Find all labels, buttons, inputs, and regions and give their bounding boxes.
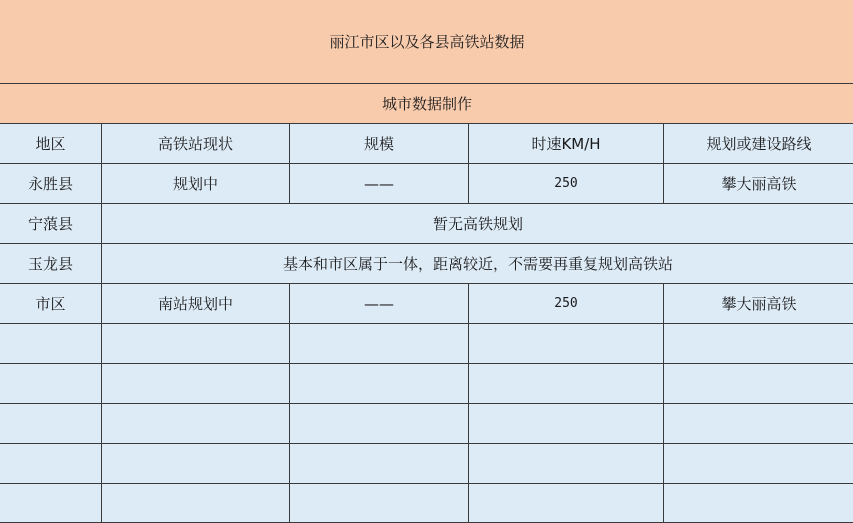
empty-cell[interactable]: [290, 364, 469, 404]
speed-cell[interactable]: 250: [469, 284, 664, 324]
empty-cell[interactable]: [664, 364, 853, 404]
empty-cell[interactable]: [102, 444, 290, 484]
sheet-subtitle[interactable]: 城市数据制作: [0, 84, 853, 124]
title-row: [0, 0, 853, 84]
empty-cell[interactable]: [469, 364, 664, 404]
empty-row: [0, 324, 853, 364]
empty-cell[interactable]: [0, 484, 102, 523]
sheet-title[interactable]: 丽江市区以及各县高铁站数据: [0, 0, 853, 84]
empty-cell[interactable]: [664, 324, 853, 364]
route-cell[interactable]: 攀大丽高铁: [664, 164, 853, 204]
empty-cell[interactable]: [469, 484, 664, 523]
empty-cell[interactable]: [469, 444, 664, 484]
empty-row: [0, 444, 853, 484]
empty-row: [0, 364, 853, 404]
empty-cell[interactable]: [664, 484, 853, 523]
empty-cell[interactable]: [102, 484, 290, 523]
empty-cell[interactable]: [0, 324, 102, 364]
region-cell[interactable]: 玉龙县: [0, 244, 102, 284]
empty-cell[interactable]: [469, 404, 664, 444]
empty-cell[interactable]: [290, 484, 469, 523]
note-cell[interactable]: 基本和市区属于一体，距离较近，不需要再重复规划高铁站: [102, 244, 853, 284]
header-cell-region[interactable]: 地区: [0, 124, 102, 164]
empty-row: [0, 404, 853, 444]
table-row: [0, 244, 853, 284]
empty-cell[interactable]: [290, 404, 469, 444]
header-row: [0, 124, 853, 164]
empty-cell[interactable]: [102, 324, 290, 364]
scale-cell[interactable]: ——: [290, 164, 469, 204]
speed-cell[interactable]: 250: [469, 164, 664, 204]
empty-row: [0, 484, 853, 523]
table-row: [0, 284, 853, 324]
status-cell[interactable]: 规划中: [102, 164, 290, 204]
header-cell-route[interactable]: 规划或建设路线: [664, 124, 853, 164]
empty-cell[interactable]: [0, 404, 102, 444]
table-row: [0, 204, 853, 244]
region-cell[interactable]: 永胜县: [0, 164, 102, 204]
empty-cell[interactable]: [0, 444, 102, 484]
scale-cell[interactable]: ——: [290, 284, 469, 324]
empty-cell[interactable]: [664, 404, 853, 444]
table-row: [0, 164, 853, 204]
subtitle-row: [0, 84, 853, 124]
note-cell[interactable]: 暂无高铁规划: [102, 204, 853, 244]
status-cell[interactable]: 南站规划中: [102, 284, 290, 324]
empty-cell[interactable]: [0, 364, 102, 404]
header-cell-speed[interactable]: 时速KM/H: [469, 124, 664, 164]
empty-cell[interactable]: [290, 324, 469, 364]
empty-cell[interactable]: [102, 364, 290, 404]
region-cell[interactable]: 市区: [0, 284, 102, 324]
route-cell[interactable]: 攀大丽高铁: [664, 284, 853, 324]
empty-cell[interactable]: [102, 404, 290, 444]
empty-cell[interactable]: [664, 444, 853, 484]
region-cell[interactable]: 宁蒗县: [0, 204, 102, 244]
header-cell-status[interactable]: 高铁站现状: [102, 124, 290, 164]
empty-cell[interactable]: [469, 324, 664, 364]
header-cell-scale[interactable]: 规模: [290, 124, 469, 164]
empty-cell[interactable]: [290, 444, 469, 484]
